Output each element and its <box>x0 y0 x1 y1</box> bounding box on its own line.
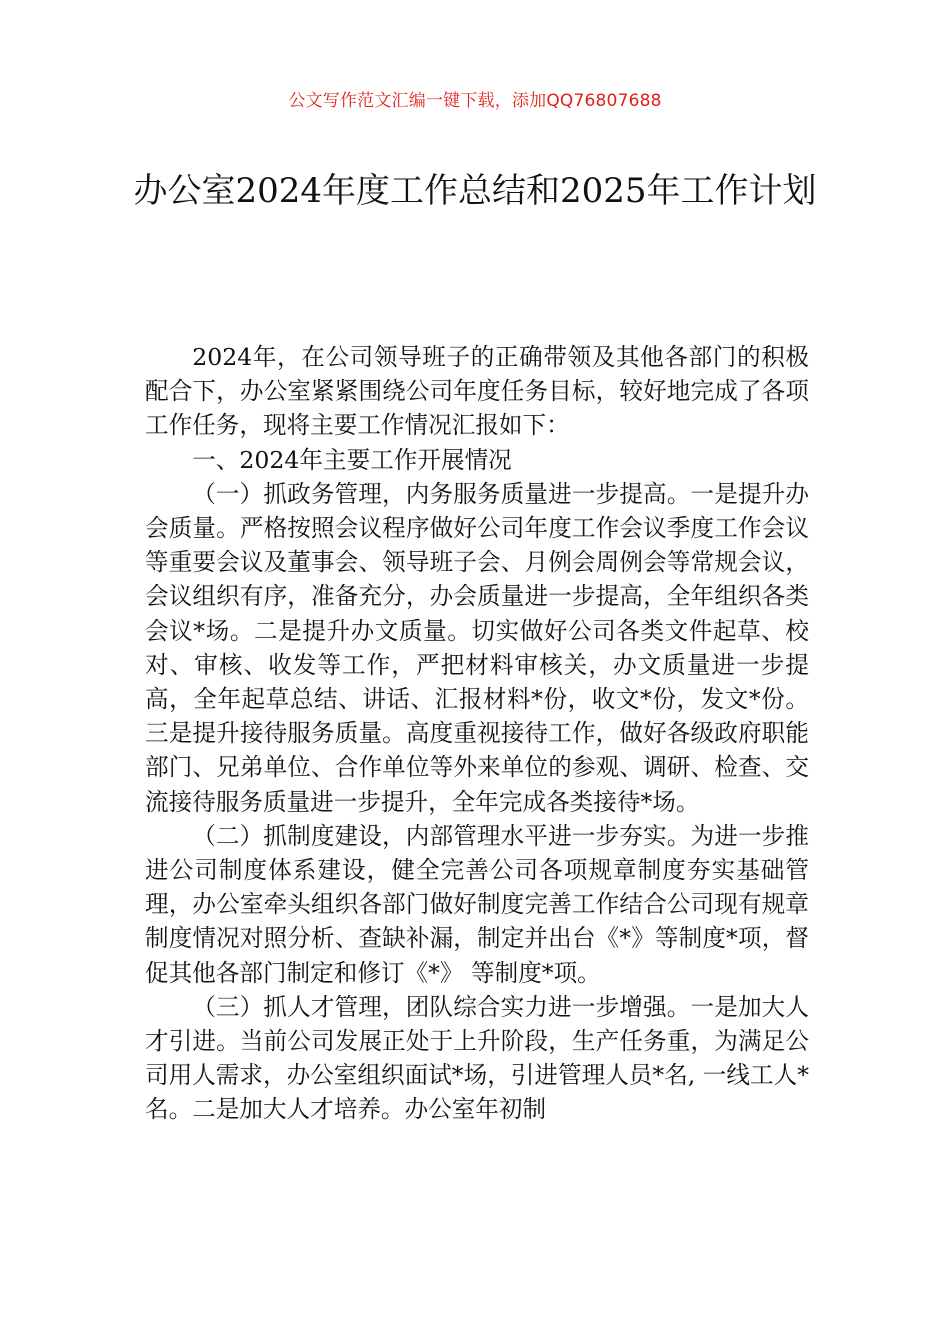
body-paragraph-2: （二）抓制度建设，内部管理水平进一步夯实。为进一步推进公司制度体系建设，健全完善公司各项规章制度夯实基础管理，办公室牵头组织各部门做好制度完善工作结合公司现有规章制度情况对照分析、查缺补漏，制定并出台《*》等制度*项，督促其他各部门制定和修订《*》 等制度*项。 <box>145 821 809 987</box>
body-paragraph-1: （一）抓政务管理，内务服务质量进一步提高。一是提升办会质量。严格按照会议程序做好公司年度工作会议季度工作会议等重要会议及董事会、领导班子会、月例会周例会等常规会议，会议组织有序，准备充分，办会质量进一步提高，全年组织各类会议*场。二是提升办文质量。切实做好公司各类文件起草、校对、审核、收发等工作，严把材料审核关，办文质量进一步提高，全年起草总结、讲话、汇报材料*份，收文*份，发文*份。三是提升接待服务质量。高度重视接待工作，做好各级政府职能部门、兄弟单位、合作单位等外来单位的参观、调研、检查、交流接待服务质量进一步提升，全年完成各类接待*场。 <box>145 479 809 816</box>
document-title: 办公室2024年度工作总结和2025年工作计划 <box>133 171 817 211</box>
download-banner: 公文写作范文汇编一键下载，添加QQ76807688 <box>288 91 662 111</box>
section-heading: 一、2024年主要工作开展情况 <box>192 445 512 474</box>
document-body <box>145 340 809 1127</box>
body-paragraph-3: （三）抓人才管理，团队综合实力进一步增强。一是加大人才引进。当前公司发展正处于上升阶段，生产任务重，为满足公司用人需求，办公室组织面试*场，引进管理人员*名, 一线工人*名。二是加大人才培养。办公室年初制 <box>145 992 809 1124</box>
intro-paragraph: 2024年，在公司领导班子的正确带领及其他各部门的积极配合下，办公室紧紧围绕公司年度任务目标，较好地完成了各项工作任务，现将主要工作情况汇报如下： <box>145 343 809 440</box>
